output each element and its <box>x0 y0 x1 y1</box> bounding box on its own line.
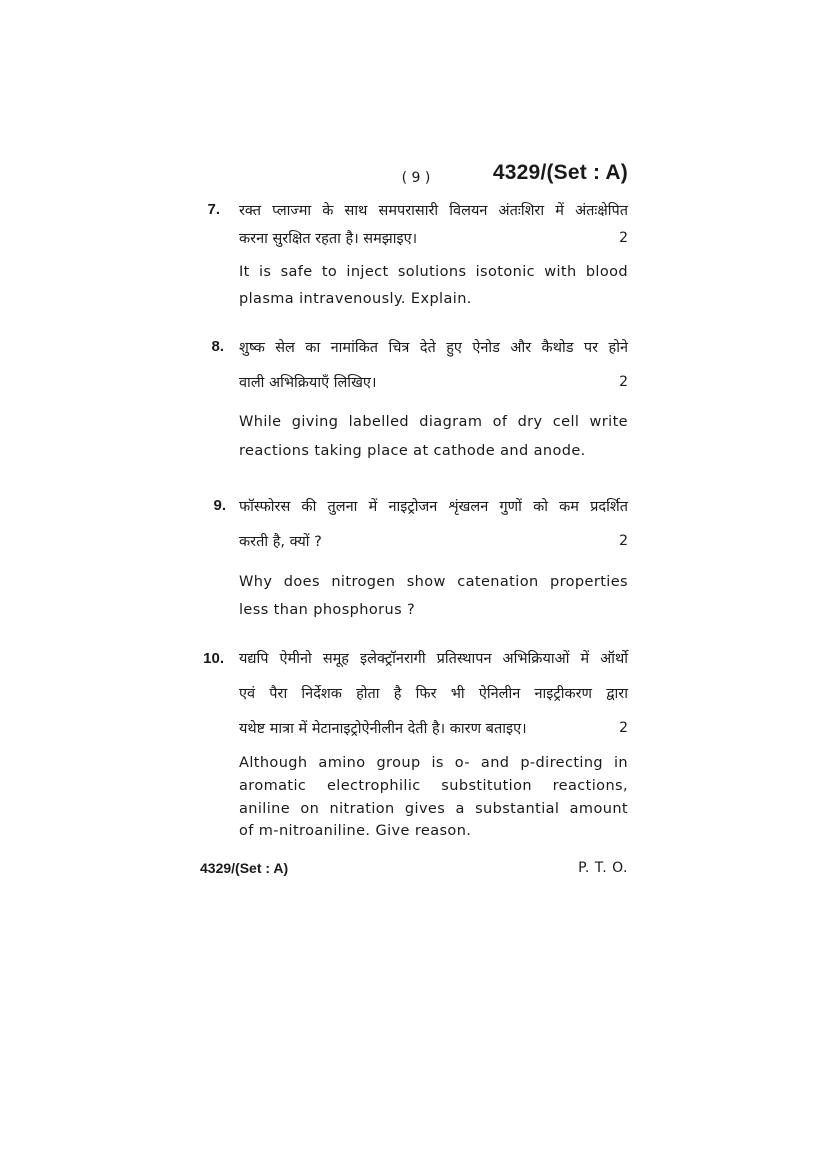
question-hindi-line: यद्यपि ऐमीनो समूह इलेक्ट्रॉनरागी प्रतिस्थापन अभिक्रियाओं में ऑर्थो <box>239 651 628 667</box>
question-number: 9. <box>213 497 226 514</box>
footer-set-code: 4329/(Set : A) <box>200 860 289 876</box>
question-english-line: less than phosphorus ? <box>239 602 416 618</box>
question-hindi-line: करती है, क्यों ? <box>239 534 322 550</box>
question-marks: 2 <box>619 374 628 390</box>
question-english-line: aniline on nitration gives a substantial amount <box>239 801 628 817</box>
question-hindi-line: यथेष्ट मात्रा में मेटानाइट्रोऐनीलीन देती है। कारण बताइए। <box>239 721 527 737</box>
question-english-line: reactions taking place at cathode and anode. <box>239 443 586 459</box>
question-marks: 2 <box>619 533 628 549</box>
question-marks: 2 <box>619 720 628 736</box>
please-turn-over: P. T. O. <box>578 860 628 876</box>
question-marks: 2 <box>619 230 628 246</box>
question-hindi-line: एवं पैरा निर्देशक होता है फिर भी ऐनिलीन नाइट्रीकरण द्वारा <box>239 686 628 702</box>
question-hindi-line: रक्त प्लाज्मा के साथ समपरासारी विलयन अंतःशिरा में अंतःक्षेपित <box>239 203 628 219</box>
question-english-line: aromatic electrophilic substitution reactions, <box>239 778 628 794</box>
question-english-line: Why does nitrogen show catenation properties <box>239 574 628 590</box>
question-number: 10. <box>203 650 224 667</box>
question-english-line: It is safe to inject solutions isotonic with blood <box>239 264 628 280</box>
question-english-line: Although amino group is o- and p-directing in <box>239 755 628 771</box>
question-hindi-line: फॉस्फोरस की तुलना में नाइट्रोजन शृंखलन गुणों को कम प्रदर्शित <box>239 499 628 515</box>
paper-set-code: 4329/(Set : A) <box>492 161 628 184</box>
question-hindi-line: वाली अभिक्रियाएँ लिखिए। <box>239 375 377 391</box>
question-english-line: While giving labelled diagram of dry cell write <box>239 414 628 430</box>
question-number: 8. <box>211 338 224 355</box>
question-hindi-line: करना सुरक्षित रहता है। समझाइए। <box>239 231 418 247</box>
question-number: 7. <box>207 201 220 218</box>
question-hindi-line: शुष्क सेल का नामांकित चित्र देते हुए ऐनोड और कैथोड पर होने <box>239 340 628 356</box>
question-english-line: of m-nitroaniline. Give reason. <box>239 823 472 839</box>
question-english-line: plasma intravenously. Explain. <box>239 291 472 307</box>
page-number: ( 9 ) <box>401 170 431 186</box>
